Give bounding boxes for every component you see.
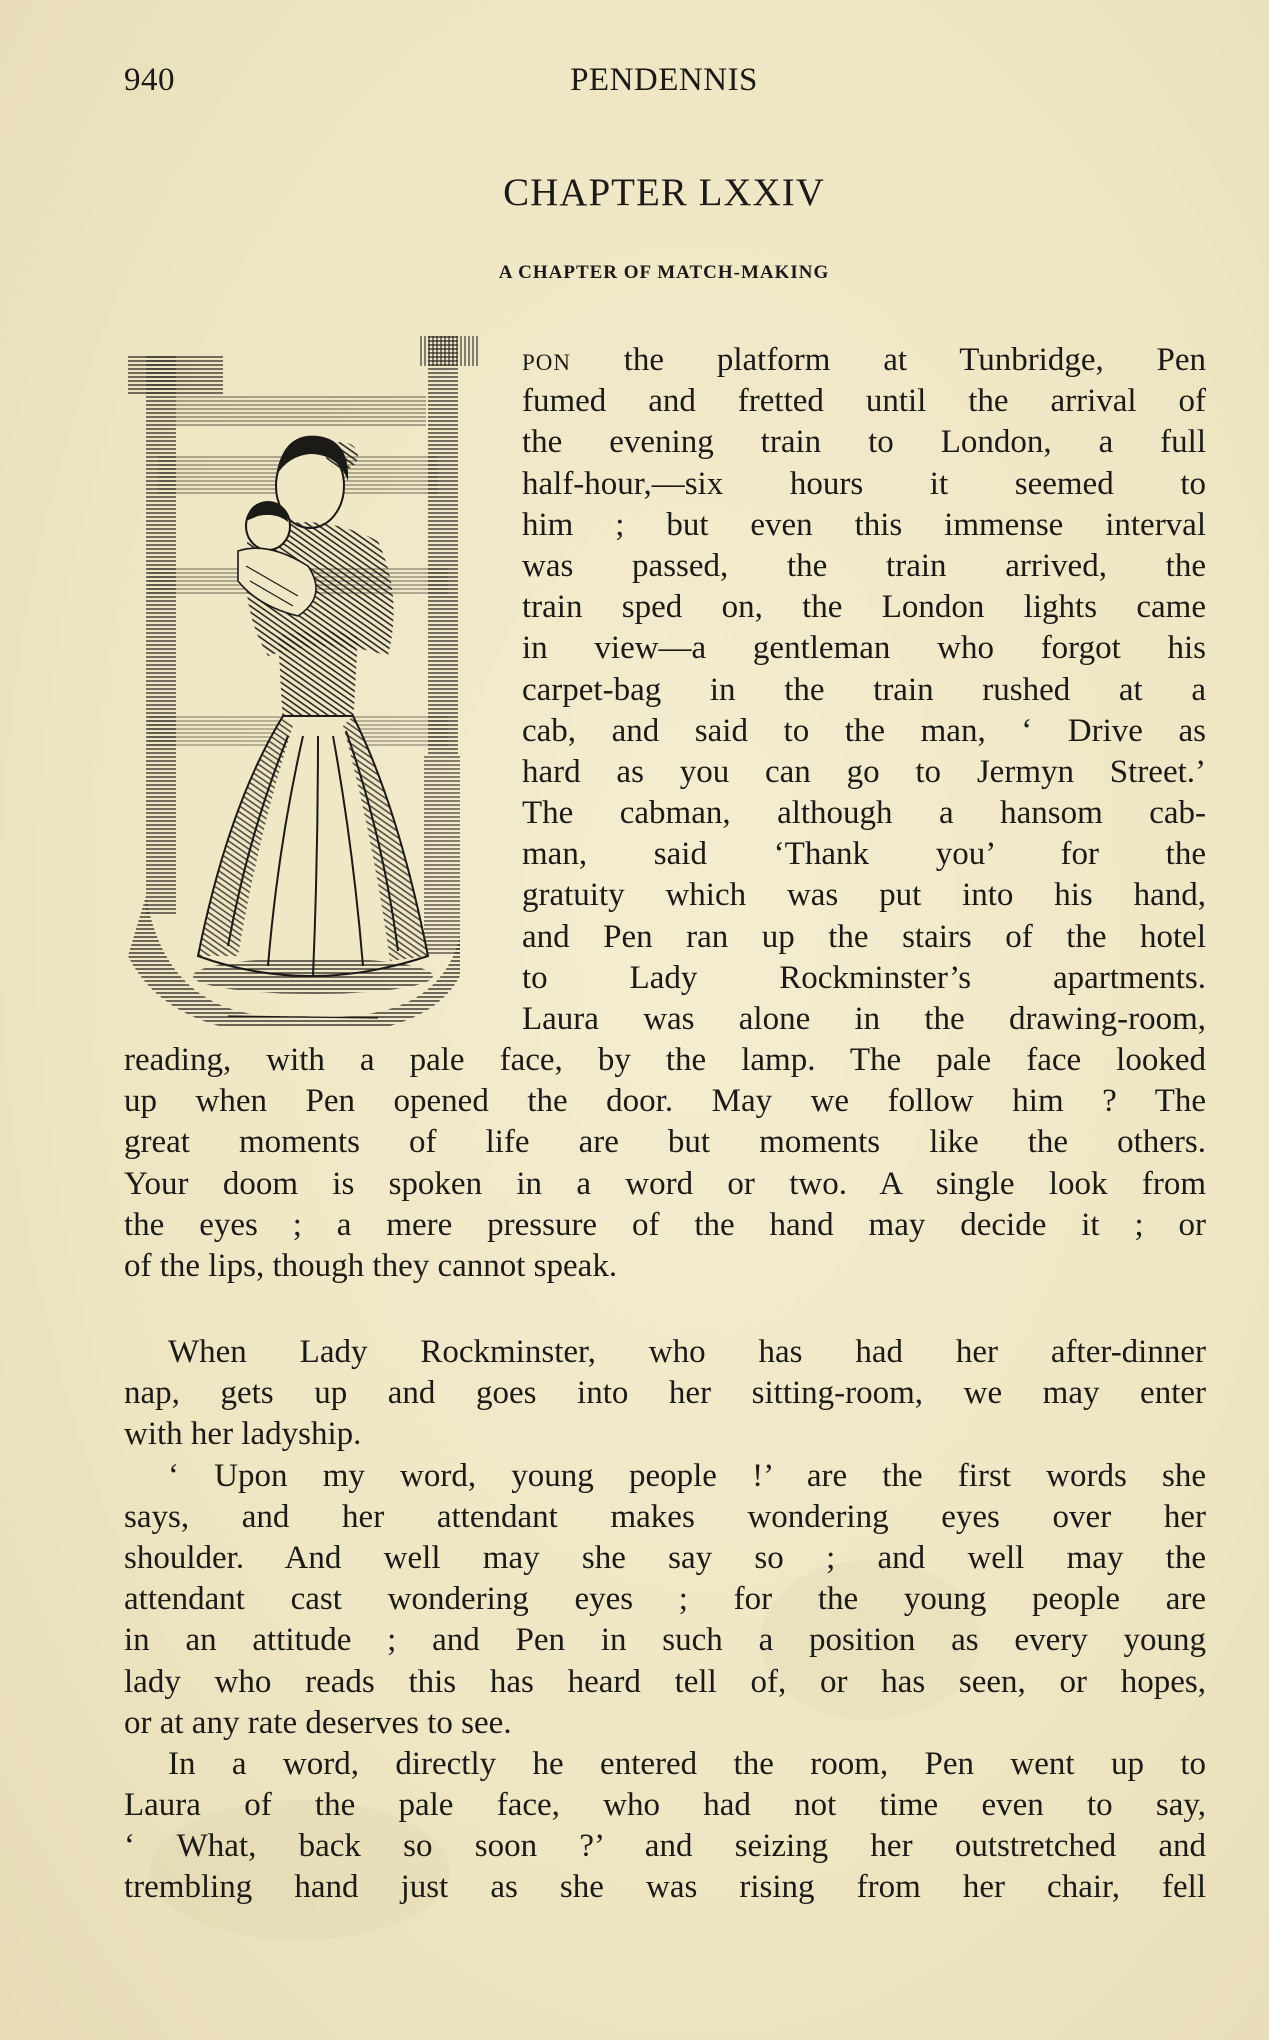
text-line: to Lady Rockminster’s apartments. bbox=[522, 959, 1206, 996]
running-title: PENDENNIS bbox=[570, 62, 758, 98]
page-number: 940 bbox=[124, 62, 175, 98]
second-section bbox=[124, 1332, 1206, 1909]
text-line: in an attitude ; and Pen in such a position as every young bbox=[124, 1622, 1206, 1659]
text-line: Laura of the pale face, who had not time even to say, bbox=[124, 1787, 1206, 1824]
text-line: carpet-bag in the train rushed at a bbox=[522, 671, 1206, 708]
text-line: ‘ Upon my word, young people !’ are the first words she bbox=[168, 1457, 1206, 1494]
text-line: fumed and fretted until the arrival of bbox=[522, 383, 1206, 420]
intro-paragraph-beside-illustration bbox=[522, 340, 1206, 1040]
text-line: of the lips, though they cannot speak. bbox=[124, 1247, 618, 1284]
text-line: lady who reads this has heard tell of, or has seen, or hopes, bbox=[124, 1663, 1206, 1700]
chapter-subtitle: A CHAPTER OF MATCH-MAKING bbox=[498, 262, 830, 283]
text-line: up when Pen opened the door. May we follow him ? The bbox=[124, 1083, 1206, 1120]
text-line: Laura was alone in the drawing-room, bbox=[522, 1001, 1206, 1037]
text-line: ‘ What, back so soon ?’ and seizing her outstretched and bbox=[124, 1828, 1206, 1865]
text-line: hard as you can go to Jermyn Street.’ bbox=[522, 753, 1206, 790]
text-line: cab, and said to the man, ‘ Drive as bbox=[522, 712, 1206, 749]
text-line: great moments of life are but moments like the others. bbox=[124, 1124, 1206, 1161]
chapter-title: CHAPTER LXXIV bbox=[503, 171, 825, 214]
text-line: and Pen ran up the stairs of the hotel bbox=[522, 918, 1206, 955]
text-line: him ; but even this immense interval bbox=[522, 506, 1206, 543]
text-line: In a word, directly he entered the room, Pen went up to bbox=[168, 1745, 1206, 1782]
text-line: shoulder. And well may she say so ; and well may the bbox=[124, 1539, 1206, 1576]
text-line: in view—a gentleman who forgot his bbox=[522, 630, 1206, 667]
text-line: When Lady Rockminster, who has had her after-dinner bbox=[168, 1334, 1206, 1370]
page-header bbox=[124, 62, 1204, 106]
text-line: says, and her attendant makes wondering eyes over her bbox=[124, 1498, 1206, 1535]
text-line: was passed, the train arrived, the bbox=[522, 547, 1206, 584]
text-line: trembling hand just as she was rising from her chair, fell bbox=[124, 1869, 1206, 1906]
text-line: gratuity which was put into his hand, bbox=[522, 877, 1206, 914]
text-line: attendant cast wondering eyes ; for the young people are bbox=[124, 1581, 1206, 1618]
text-line: train sped on, the London lights came bbox=[522, 589, 1206, 626]
intro-paragraph-continuation bbox=[124, 1040, 1206, 1287]
text-line: nap, gets up and goes into her sitting-room, we may enter bbox=[124, 1375, 1206, 1412]
text-line: reading, with a pale face, by the lamp. The pale face looked bbox=[124, 1042, 1206, 1078]
text-line: the eyes ; a mere pressure of the hand may decide it ; or bbox=[124, 1206, 1206, 1243]
text-line: with her ladyship. bbox=[124, 1416, 362, 1453]
text-line: PON the platform at Tunbridge, Pen bbox=[522, 342, 1206, 378]
text-line: The cabman, although a hansom cab- bbox=[522, 795, 1206, 832]
text-line: Your doom is spoken in a word or two. A single look from bbox=[124, 1165, 1206, 1202]
text-line: the evening train to London, a full bbox=[522, 424, 1206, 461]
text-line: half-hour,—six hours it seemed to bbox=[522, 465, 1206, 502]
text-line: or at any rate deserves to see. bbox=[124, 1704, 512, 1741]
drop-cap-continuation: PON bbox=[522, 350, 572, 375]
engraving-woman-holding-child-icon bbox=[128, 336, 506, 1026]
text-line: man, said ‘Thank you’ for the bbox=[522, 836, 1206, 873]
